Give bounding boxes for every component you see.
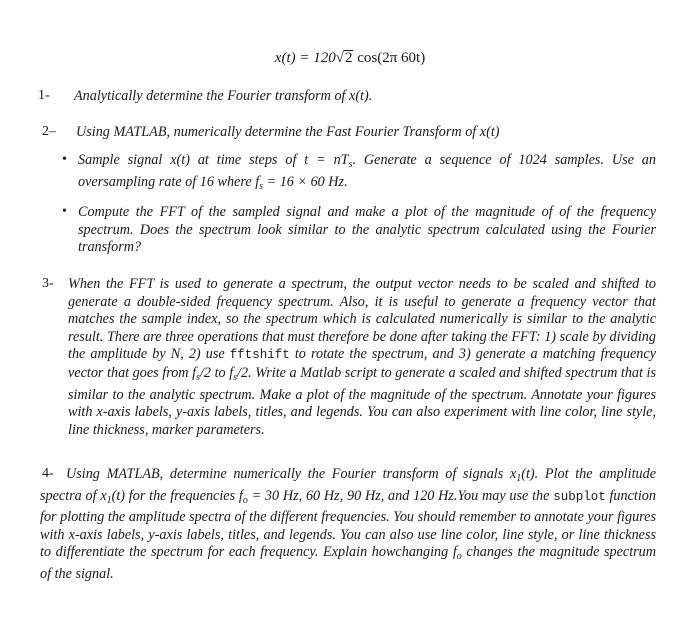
item-number-2: 2– — [42, 124, 56, 139]
equation-rhs: cos(2π 60t) — [353, 50, 426, 66]
bullet-2-text: Compute the FFT of the sampled signal and make a plot of the magnitude of of the frequency spectrum. Does the spectrum look similar to the analytic spectrum calculated using the Fourier transform? — [78, 204, 656, 256]
bullet-1-text: Sample signal x(t) at time steps of $t = nT_s$. Generate a sequence of 1024 samples. Use an oversampling rate of 16 where $f_s = 16 \times 60$ Hz. — [78, 152, 656, 192]
equation-lhs: x(t) = 120 — [274, 50, 336, 66]
code-subplot: subplot — [553, 489, 606, 504]
item-number-3: 3- — [42, 276, 54, 291]
bullet-1-symbol: • — [62, 152, 67, 167]
code-fftshift: fftshift — [229, 348, 290, 363]
item-number-4: 4- — [42, 466, 54, 481]
item-text-1: Analytically determine the Fourier transform of x(t). — [74, 88, 373, 104]
equation: x(t) = 120√2 cos(2π 60t) — [274, 50, 426, 66]
item-text-4: Using MATLAB, determine numerically the Fourier transform of signals $x_1(t)$. Plot the amplitude spectra of $x_1(t)$ for the frequencies $f_o = 30$ Hz, 60 Hz, 90 Hz, and 120 Hz.You may use the subplot function for plotting the amplitude spectra of the different frequencies. You should remember to annotate your figures with x-axis labels, y-axis labels, titles, and legends. You can also use line color, line style, or line thickness to differentiate the spectrum for each frequency. Explain howchanging $f_o$ changes the magnitude spectrum of the signal. — [40, 466, 656, 582]
item-number-1: 1- — [38, 88, 50, 103]
equation-sqrt-arg: 2 — [344, 50, 353, 66]
item-text-3: When the FFT is used to generate a spectrum, the output vector needs to be scaled and shifted to generate a double-sided frequency spectrum. Also, it is useful to generate a frequency vector that matches the sample index, so the spectrum which is calculated numerically is similar to the analytic result. There are three operations that must therefore be done after taking the FFT: 1) scale by dividing the amplitude by N, 2) use fftshift to rotate the spectrum, and 3) generate a matching frequency vector that goes from $f_s/2$ to $f_s/2$. Write a Matlab script to generate a scaled and shifted spectrum that is similar to the analytic spectrum. Make a plot of the magnitude of the spectrum. Annotate your figures with x-axis labels, y-axis labels, titles, and legends. You can also experiment with line color, line style, line thickness, marker parameters. — [68, 276, 657, 438]
bullet-2-symbol: • — [62, 204, 67, 219]
item-text-2: Using MATLAB, numerically determine the Fast Fourier Transform of x(t) — [76, 124, 500, 140]
